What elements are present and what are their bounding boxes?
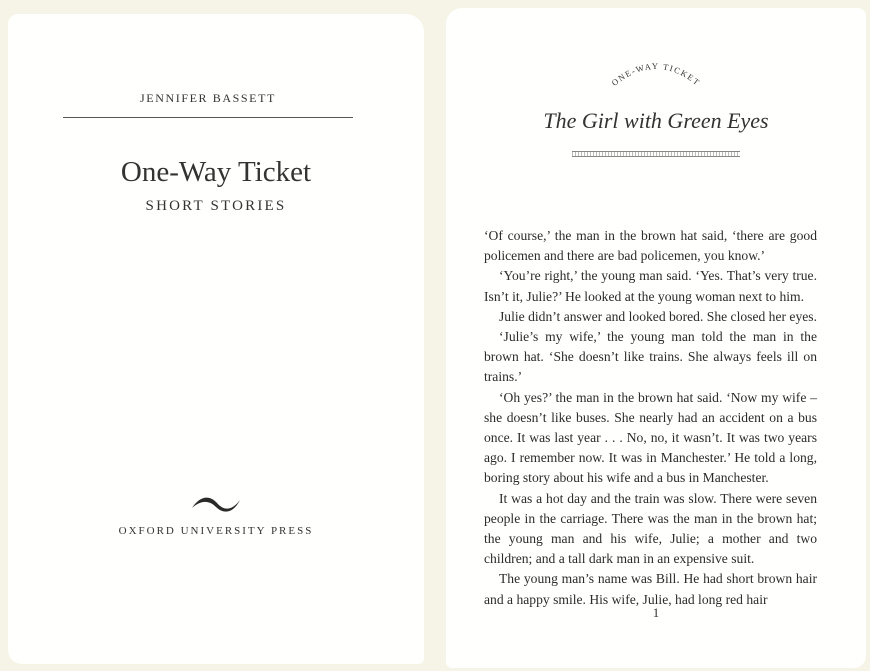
book-subtitle: SHORT STORIES xyxy=(145,198,287,214)
paragraph: ‘You’re right,’ the young man said. ‘Yes. That’s very true. Isn’t it, Julie?’ He looked at the young woman next to him. xyxy=(484,268,817,304)
paragraph: ‘Julie’s my wife,’ the young man told the man in the brown hat. ‘She doesn’t like trains. She always feels ill on trains.’ xyxy=(484,329,817,385)
page-number: 1 xyxy=(652,605,660,620)
tilde-swash-icon xyxy=(189,492,243,516)
left-page xyxy=(8,14,424,664)
story-title-rule xyxy=(572,151,740,157)
right-page xyxy=(446,8,866,668)
title-rule xyxy=(63,117,353,118)
paragraph: ‘Oh yes?’ the man in the brown hat said. ‘Now my wife – she doesn’t like buses. She nearly had an accident on a bus once. It was last year . . . No, no, it wasn’t. It was two years ago. I remember now. It was in Manchester.’ He told a long, boring story about his wife and a bus in Manchester. xyxy=(484,389,817,486)
paragraph: ‘Of course,’ the man in the brown hat said, ‘there are good policemen and there are bad policemen, you know.’ xyxy=(484,228,817,264)
svg-text:ONE-WAY TICKET xyxy=(610,61,703,88)
book-title: One-Way Ticket xyxy=(120,156,312,188)
publisher-name: OXFORD UNIVERSITY PRESS xyxy=(118,525,314,537)
series-label: ONE-WAY TICKET xyxy=(609,60,703,88)
story-title: The Girl with Green Eyes xyxy=(543,108,769,133)
author-name: JENNIFER BASSETT xyxy=(140,91,276,105)
paragraph: It was a hot day and the train was slow. There were seven people in the carriage. There was the man in the brown hat; the young man and his wife, Julie; a mother and two children; and a tall dark man in an expensive suit. xyxy=(484,490,817,567)
paragraph: The young man’s name was Bill. He had short brown hair and a happy smile. His wife, Julie, had long red hair xyxy=(484,571,817,607)
paragraph: Julie didn’t answer and looked bored. She closed her eyes. xyxy=(499,308,817,324)
series-label-arc xyxy=(596,48,716,98)
story-body xyxy=(484,226,817,610)
